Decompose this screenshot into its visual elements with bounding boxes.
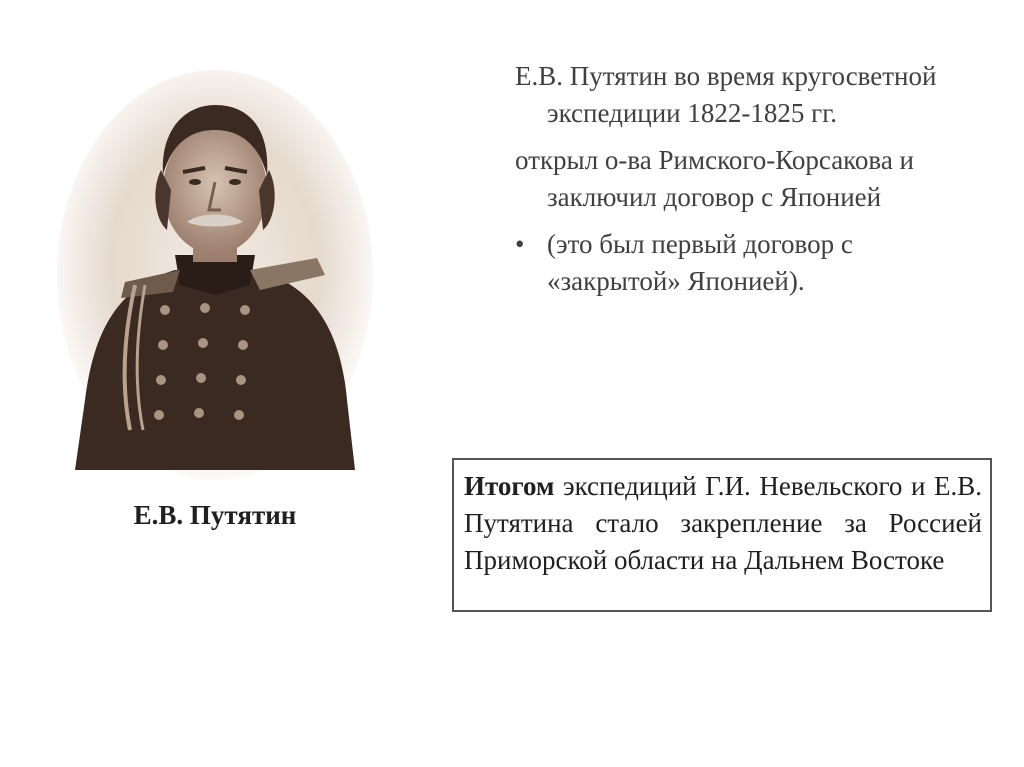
summary-lead: Итогом xyxy=(464,471,555,501)
portrait-image xyxy=(55,70,375,485)
expedition-text xyxy=(515,58,985,310)
expedition-paragraph: Е.В. Путятин во время кругосветной экспедиции 1822-1825 гг. xyxy=(515,61,937,128)
bullet-item xyxy=(515,226,985,300)
portrait-caption: Е.В. Путятин xyxy=(133,500,297,530)
summary-text: экспедиций Г.И. Невельского и Е.В. Путятина стало закрепление за Россией Приморской области на Дальнем Востоке xyxy=(464,471,982,575)
bullet-text: (это был первый договор с «закрытой» Японией). xyxy=(547,229,853,296)
summary-box xyxy=(452,458,992,612)
discovery-paragraph: открыл о-ва Римского-Корсакова и заключил договор с Японией xyxy=(515,145,915,212)
bullet-symbol: • xyxy=(515,229,525,259)
